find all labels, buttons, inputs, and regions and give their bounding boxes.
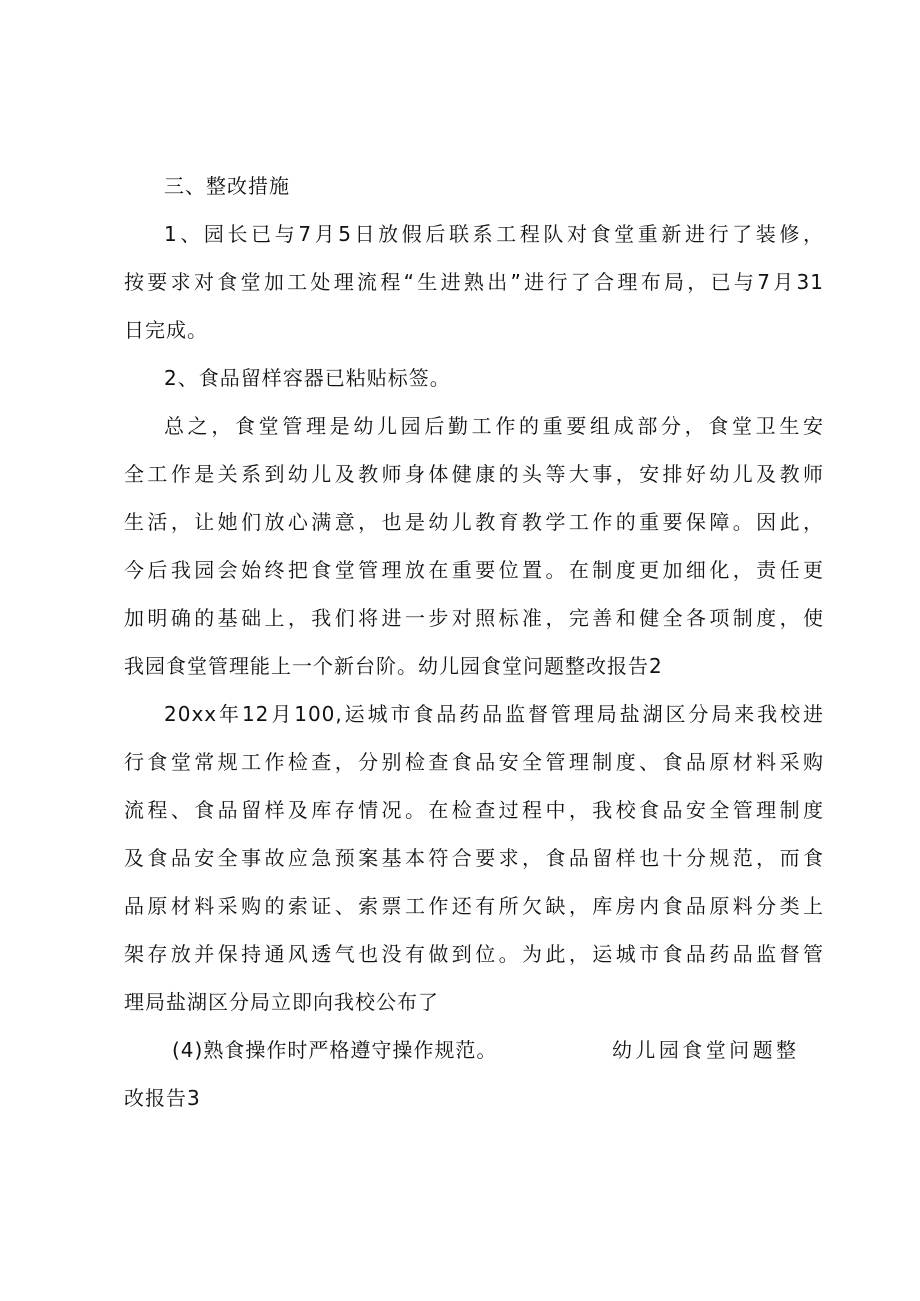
item-1-line-3: 日完成。 [124, 318, 208, 342]
summary-line-1: 总之，食堂管理是幼儿园后勤工作的重要组成部分，食堂卫生安 [164, 414, 824, 438]
report-3-title-part-2: 改报告3 [124, 1086, 201, 1110]
report-2-line-1: 20xx年12月100,运城市食品药品监督管理局盐湖区分局来我校进 [164, 702, 824, 726]
summary-line-4: 今后我园会始终把食堂管理放在重要位置。在制度更加细化，责任更 [124, 558, 824, 582]
item-1-line-1: 1、园长已与7月5日放假后联系工程队对食堂重新进行了装修， [164, 222, 824, 246]
summary-line-6: 我园食堂管理能上一个新台阶。幼儿园食堂问题整改报告2 [124, 654, 663, 678]
summary-line-5: 加明确的基础上，我们将进一步对照标准，完善和健全各项制度，使 [124, 606, 824, 630]
report-2-line-5: 品原材料采购的索证、索票工作还有所欠缺，库房内食品原料分类上 [124, 894, 824, 918]
report-2-line-4: 及食品安全事故应急预案基本符合要求，食品留样也十分规范，而食 [124, 846, 824, 870]
note-4: (4)熟食操作时严格遵守操作规范。 [172, 1038, 498, 1062]
summary-line-3: 生活，让她们放心满意，也是幼儿教育教学工作的重要保障。因此， [124, 510, 824, 534]
report-2-line-7: 理局盐湖区分局立即向我校公布了 [124, 990, 439, 1014]
summary-line-2: 全工作是关系到幼儿及教师身体健康的头等大事，安排好幼儿及教师 [124, 462, 824, 486]
item-2: 2、食品留样容器已粘贴标签。 [164, 366, 451, 390]
item-1-line-2: 按要求对食堂加工处理流程“生进熟出”进行了合理布局，已与7月31 [124, 270, 824, 294]
report-2-line-3: 流程、食品留样及库存情况。在检查过程中，我校食品安全管理制度 [124, 798, 824, 822]
report-3-title-part-1: 幼儿园食堂问题整 [612, 1038, 797, 1062]
section-title: 三、整改措施 [164, 174, 290, 198]
report-2-line-2: 行食堂常规工作检查，分别检查食品安全管理制度、食品原材料采购 [124, 750, 824, 774]
report-2-line-6: 架存放并保持通风透气也没有做到位。为此，运城市食品药品监督管 [124, 942, 824, 966]
